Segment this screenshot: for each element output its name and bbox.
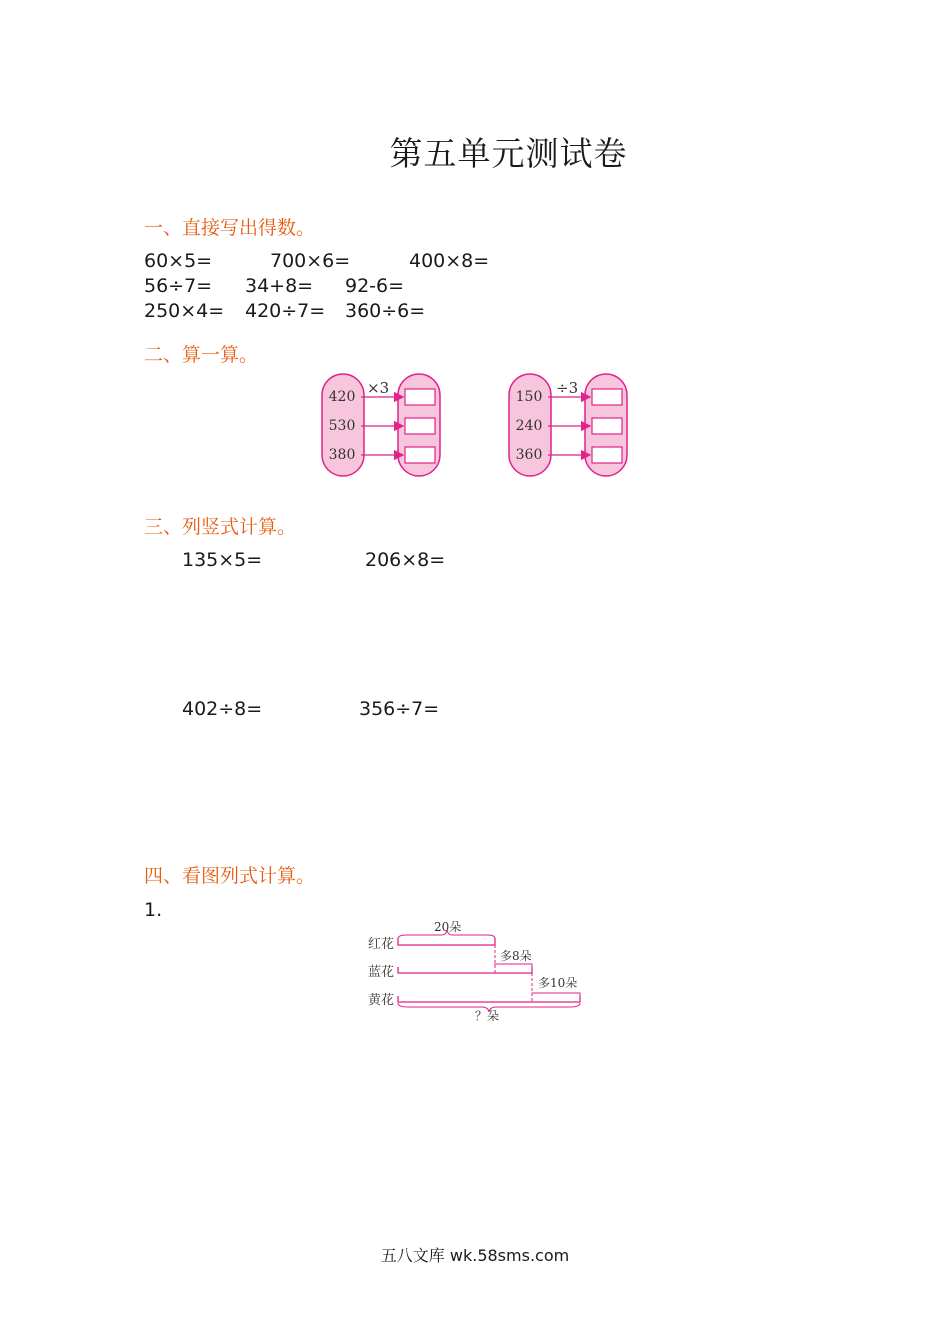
input-value: 530 [328,418,356,434]
yellow-extra-brace [532,993,580,996]
equation: 360÷6= [345,300,426,322]
section-2-heading: 二、算一算。 [144,344,259,366]
red-bar [398,938,495,945]
equation: 700×6= [270,250,351,272]
input-value: 380 [328,447,356,463]
yellow-more-label: 多10朵 [538,976,578,990]
answer-box [592,447,622,463]
total-label: ？朵 [475,1009,500,1023]
equation: 60×5= [144,250,213,272]
answer-box [592,389,622,405]
footer-watermark: 五八文库 wk.58sms.com [380,1246,570,1265]
input-value: 420 [328,389,356,405]
answer-box [405,389,435,405]
mapping-diagrams [315,368,645,480]
section-3-heading: 三、列竖式计算。 [144,516,297,538]
equation: 34+8= [245,275,314,297]
item-number: 1. [144,899,163,921]
operation-label: ÷3 [556,379,579,397]
equation: 400×8= [409,250,490,272]
yellow-bar [398,996,580,1002]
row-label-blue: 蓝花 [368,965,395,980]
operation-label: ×3 [367,379,390,397]
answer-box [405,418,435,434]
section-1-heading: 一、直接写出得数。 [144,217,316,239]
answer-box [592,418,622,434]
equation: 56÷7= [144,275,213,297]
equation: 250×4= [144,300,225,322]
multiply-diagram [322,374,440,476]
bar-model-diagram [362,916,592,1028]
vertical-calc-problem: 206×8= [365,549,446,571]
answer-box [405,447,435,463]
red-label: 20朵 [434,920,462,934]
equation: 92-6= [345,275,405,297]
equation: 420÷7= [245,300,326,322]
section-4-heading: 四、看图列式计算。 [144,865,316,887]
vertical-calc-problem: 356÷7= [359,698,440,720]
page-title: 第五单元测试卷 [389,134,628,173]
row-label-red: 红花 [368,937,395,952]
blue-extra-brace [495,964,532,967]
divide-diagram [509,374,627,476]
input-value: 240 [515,418,543,434]
input-value: 150 [515,389,543,405]
vertical-calc-problem: 402÷8= [182,698,263,720]
input-value: 360 [515,447,543,463]
blue-more-label: 多8朵 [500,949,532,963]
vertical-calc-problem: 135×5= [182,549,263,571]
row-label-yellow: 黄花 [368,993,395,1008]
blue-bar [398,967,532,973]
